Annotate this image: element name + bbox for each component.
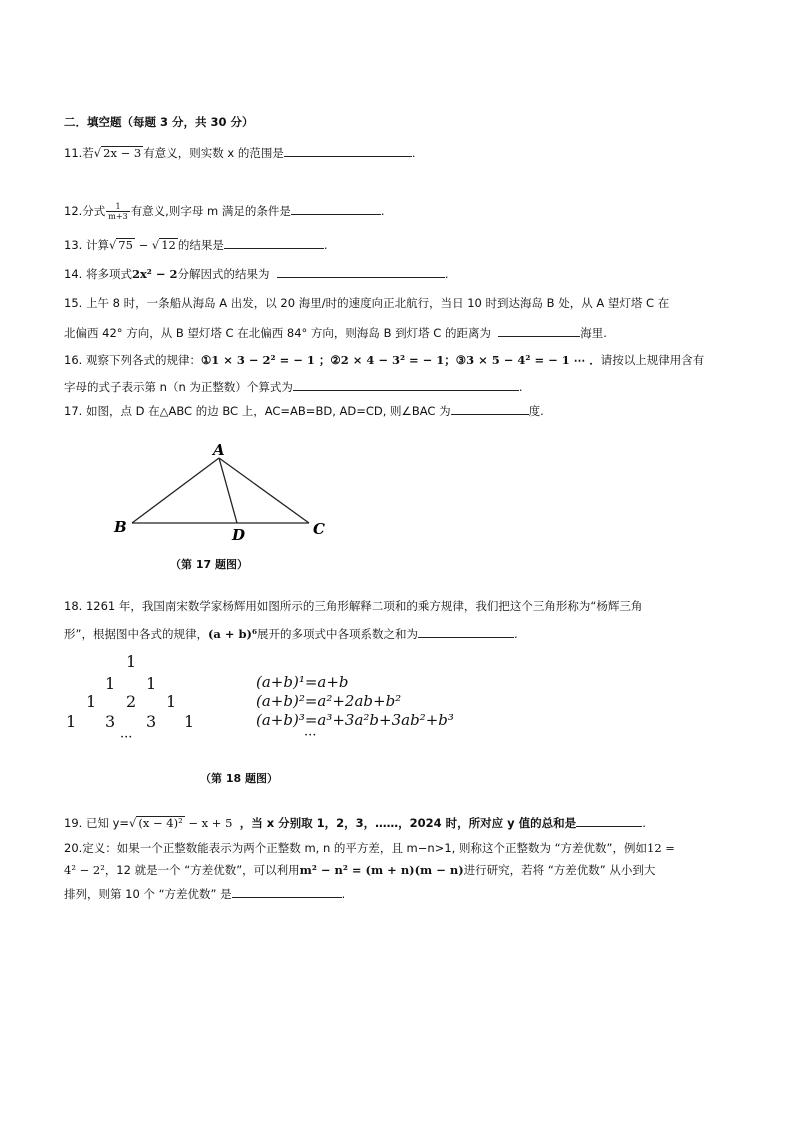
q11-end: . [411,146,416,160]
q18-expr: (a + b)⁶ [207,627,258,641]
q20-line2-suffix: 进行研究，若将 “方差优数” 从小到大 [463,863,656,877]
q20-line1-expr: 12 = [647,841,675,855]
question-14 [64,265,448,282]
q16-answer-blank[interactable] [293,378,519,391]
segment-ad [219,458,237,523]
q13-sqrt2: 12 [161,238,176,252]
q12-numerator: 1 [106,202,129,212]
q14-expr: 2x² − 2 [131,267,178,281]
point-a-label: A [213,441,225,459]
question-11 [64,144,415,161]
q14-end: . [444,267,449,281]
q13-minus: − [134,238,152,252]
q16-suffix: 请按以上规律用含有 [600,353,705,367]
triangle-dots: ··· [120,730,133,745]
triangle-number: 2 [126,692,137,711]
section-heading: 二．填空题（每题 3 分，共 30 分） [64,115,254,129]
figure-17-triangle [100,438,340,548]
question-20-line3 [64,885,345,902]
q18-answer-blank[interactable] [418,625,514,638]
q12-fraction [106,202,129,221]
question-17 [64,402,544,419]
q20-line2-expr: 4² − 2² [64,863,105,877]
q17-unit: 度. [528,404,544,418]
question-15-line2 [64,324,607,341]
q11-answer-blank[interactable] [284,144,412,157]
question-19 [64,814,646,831]
question-16-line1 [64,352,704,368]
q12-suffix: 有意义,则字母 m 满足的条件是 [130,204,291,218]
q16-end: . [518,380,523,394]
segment-ac [219,458,309,523]
q13-prefix: 13. 计算 [64,238,109,252]
q13-sqrt1: 75 [118,238,133,252]
q20-line2-formula: m² − n² = (m + n)(m − n) [299,863,464,877]
binomial-formula-dots: ··· [304,728,317,743]
q18-line1: 18. 1261 年，我国南宋数学家杨辉用如图所示的三角形解释二项和的乘方规律，我们把这个三角形称为“杨辉三角 [64,599,643,613]
q19-end: . [642,816,646,830]
q11-radicand: 2x − 3 [103,146,142,160]
q13-end: . [323,238,328,252]
sqrt-icon: √ [93,146,102,160]
question-13 [64,236,328,253]
sqrt-icon: √ [151,238,160,252]
question-12 [64,202,385,221]
question-16-line2 [64,378,523,395]
q18-line2-suffix: 展开的多项式中各项系数之和为 [257,627,419,641]
q18-end: . [514,627,518,641]
q20-line1-prefix: 20.定义：如果一个正整数能表示为两个正整数 m, n 的平方差，且 m−n>1, 则称这个正整数为 “方差优数”，例如 [64,841,648,855]
question-18-line2 [64,625,518,642]
q14-answer-blank[interactable] [277,265,445,278]
triangle-number: 1 [166,692,177,711]
sqrt-icon: √ [108,238,117,252]
triangle-number: 1 [66,712,77,731]
q15-line2: 北偏西 42° 方向，从 B 望灯塔 C 在北偏西 84° 方向，则海岛 B 到灯塔 C 的距离为 [64,326,491,340]
q20-line2-mid: ，12 就是一个 “方差优数”，可以利用 [104,863,300,877]
triangle-number: 1 [86,692,97,711]
q11-suffix: 有意义，则实数 x 的范围是 [143,146,284,160]
q16-line2: 字母的式子表示第 n（n 为正整数）个算式为 [64,380,293,394]
q19-suffix: ，当 x 分别取 1，2，3，……，2024 时，所对应 y 值的总和是 [239,816,577,830]
figure-18-caption: （第 18 题图） [200,772,278,785]
q13-answer-blank[interactable] [224,236,324,249]
question-20-line2 [64,862,655,878]
question-20-line1 [64,840,675,856]
q12-end: . [380,204,385,218]
q20-line3: 排列，则第 10 个 “方差优数” 是 [64,887,232,901]
point-b-label: B [114,518,127,536]
q19-prefix: 19. 已知 y= [64,816,130,830]
point-c-label: C [313,520,325,538]
q12-prefix: 12.分式 [64,204,106,218]
binomial-formula-3: (a+b)³=a³+3a²b+3ab²+b³ [256,711,454,729]
q15-answer-blank[interactable] [498,324,580,337]
q12-answer-blank[interactable] [291,202,381,215]
triangle-number: 1 [184,712,195,731]
q13-suffix: 的结果是 [177,238,224,252]
point-d-label: D [232,526,246,544]
figure-17-caption: （第 17 题图） [170,558,248,571]
segment-ab [132,458,219,523]
q19-rest: − x + 5 [184,816,233,830]
triangle-number: 1 [146,674,157,693]
sqrt-icon: √ [129,816,137,830]
q11-prefix: 11.若 [64,146,94,160]
q17-text: 17. 如图，点 D 在△ABC 的边 BC 上，AC=AB=BD, AD=CD, 则∠BAC 为 [64,404,451,418]
binomial-formula-2: (a+b)²=a²+2ab+b² [256,692,402,710]
triangle-number: 3 [146,712,157,731]
q20-end: . [341,887,346,901]
q14-prefix: 14. 将多项式 [64,267,132,281]
q16-expr: ①1 × 3 − 2² = − 1 ；②2 × 4 − 3² = − 1；③3 × 5 − 4² = − 1 ⋯ ． [200,353,601,367]
q17-answer-blank[interactable] [451,402,529,415]
q19-radicand: (x − 4)² [138,816,183,830]
binomial-formula-1: (a+b)¹=a+b [256,673,349,691]
q18-line2-prefix: 形”，根据图中各式的规律， [64,627,208,641]
q12-denominator: m+3 [108,212,128,221]
q15-unit: 海里. [580,326,607,340]
q15-line1: 15. 上午 8 时，一条船从海岛 A 出发，以 20 海里/时的速度向正北航行，当日 10 时到达海岛 B 处，从 A 望灯塔 C 在 [64,296,670,310]
triangle-number: 1 [126,652,137,671]
q20-answer-blank[interactable] [232,885,342,898]
q19-answer-blank[interactable] [576,814,642,827]
q16-prefix: 16. 观察下列各式的规律： [64,353,201,367]
triangle-number: 1 [105,674,116,693]
triangle-number: 3 [105,712,116,731]
q14-suffix: 分解因式的结果为 [177,267,270,281]
